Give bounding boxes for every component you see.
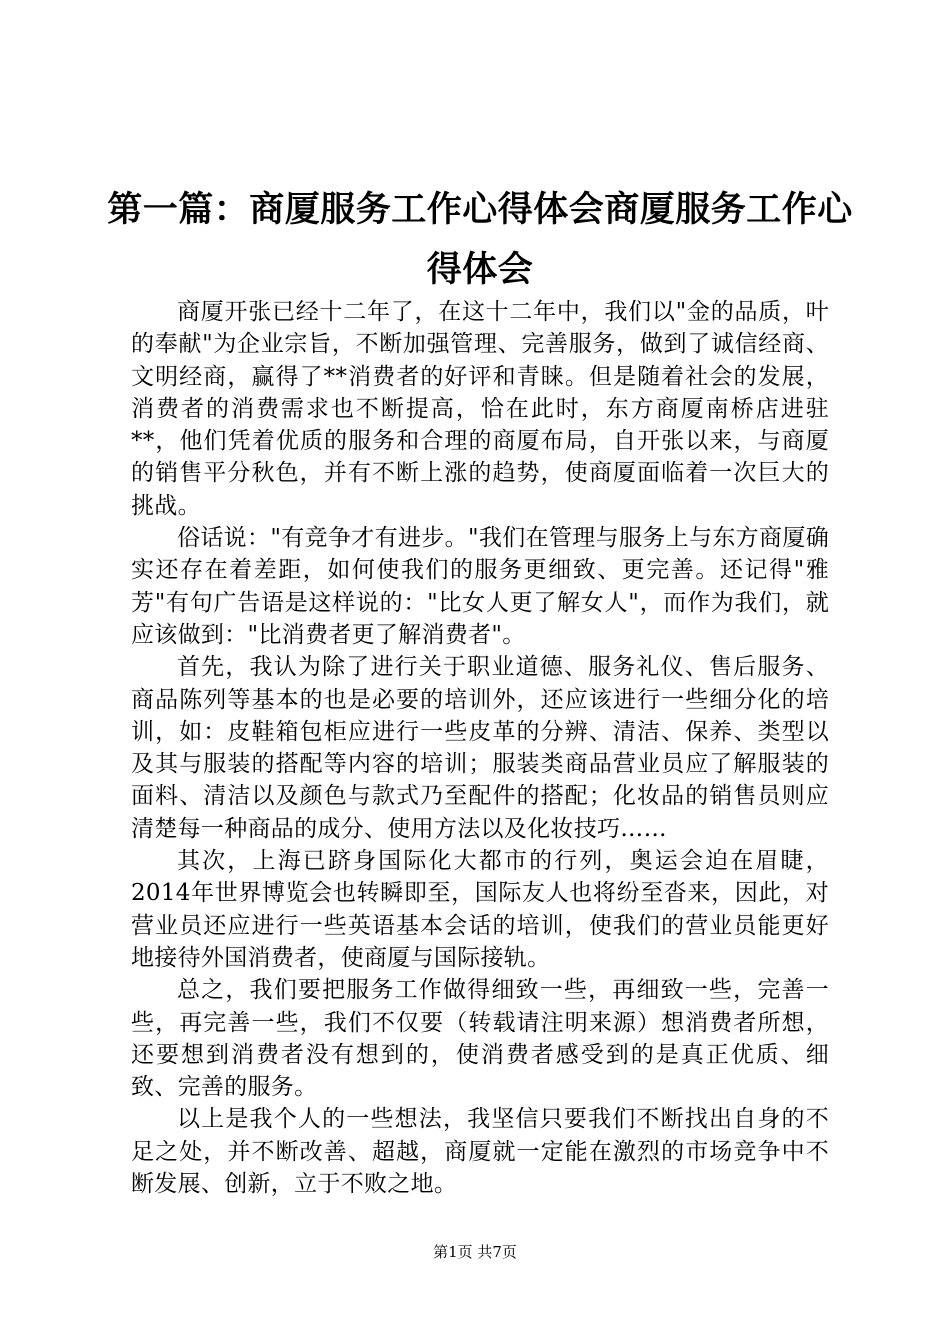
- paragraph-4: 其次，上海已跻身国际化大都市的行列，奥运会迫在眉睫，2014年世界博览会也转瞬即至，国际友人也将纷至沓来，因此，对营业员还应进行一些英语基本会话的培训，使我们的营业员能更好地接待外国消费者，使商厦与国际接轨。: [131, 848, 829, 971]
- document-title: 第一篇：商厦服务工作心得体会商厦服务工作心得体会: [107, 189, 853, 290]
- page-number-footer: 第1页 共7页: [433, 1243, 517, 1261]
- document-body: [131, 296, 829, 1200]
- paragraph-6: 以上是我个人的一些想法，我坚信只要我们不断找出自身的不足之处，并不断改善、超越，商厦就一定能在激烈的市场竞争中不断发展、创新，立于不败之地。: [131, 1106, 829, 1198]
- paragraph-1: 商厦开张已经十二年了，在这十二年中，我们以"金的品质，叶的奉献"为企业宗旨，不断加强管理、完善服务，做到了诚信经商、文明经商，赢得了**消费者的好评和青睐。但是随着社会的发展，消费者的消费需求也不断提高，恰在此时，东方商厦南桥店进驻**，他们凭着优质的服务和合理的商厦布局，自开张以来，与商厦的销售平分秋色，并有不断上涨的趋势，使商厦面临着一次巨大的挑战。: [131, 299, 829, 519]
- paragraph-2: 俗话说："有竞争才有进步。"我们在管理与服务上与东方商厦确实还存在着差距，如何使我们的服务更细致、更完善。还记得"雅芳"有句广告语是这样说的："比女人更了解女人"，而作为我们，就应该做到："比消费者更了解消费者"。: [131, 525, 829, 648]
- paragraph-3: 首先，我认为除了进行关于职业道德、服务礼仪、售后服务、商品陈列等基本的也是必要的培训外，还应该进行一些细分化的培训，如：皮鞋箱包柜应进行一些皮革的分辨、清洁、保养、类型以及其与服装的搭配等内容的培训；服装类商品营业员应了解服装的面料、清洁以及颜色与款式乃至配件的搭配；化妆品的销售员则应清楚每一种商品的成分、使用方法以及化妆技巧……: [131, 654, 829, 842]
- paragraph-5: 总之，我们要把服务工作做得细致一些，再细致一些，完善一些，再完善一些，我们不仅要（转载请注明来源）想消费者所想，还要想到消费者没有想到的，使消费者感受到的是真正优质、细致、完善的服务。: [131, 977, 829, 1101]
